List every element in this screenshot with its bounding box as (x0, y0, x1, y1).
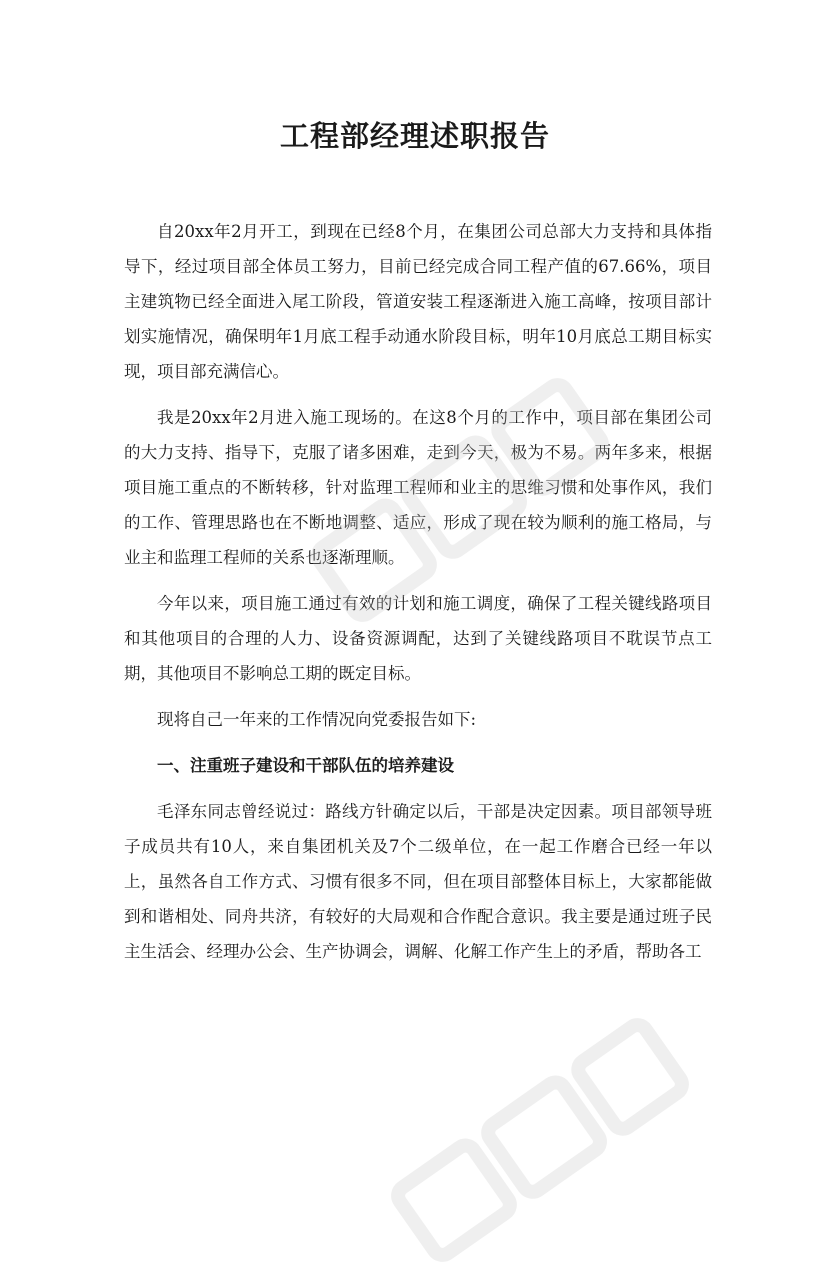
paragraph-1: 自20xx年2月开工，到现在已经8个月，在集团公司总部大力支持和具体指导下，经过项目部全体员工努力，目前已经完成合同工程产值的67.66%，项目主建筑物已经全面进入尾工阶段，管道安装工程逐渐进入施工高峰，按项目部计划实施情况，确保明年1月底工程手动通水阶段目标，明年10月底总工期目标实现，项目部充满信心。 (124, 222, 712, 381)
paragraph-2: 我是20xx年2月进入施工现场的。在这8个月的工作中，项目部在集团公司的大力支持、指导下，克服了诸多困难，走到今天，极为不易。两年多来，根据项目施工重点的不断转移，针对监理工程师和业主的思维习惯和处事作风，我们的工作、管理思路也在不断地调整、适应，形成了现在较为顺利的施工格局，与业主和监理工程师的关系也逐渐理顺。 (124, 408, 712, 567)
document-body (124, 214, 712, 980)
section-1-heading: 一、注重班子建设和干部队伍的培养建设 (157, 756, 454, 775)
paragraph-3: 今年以来，项目施工通过有效的计划和施工调度，确保了工程关键线路项目和其他项目的合理的人力、设备资源调配，达到了关键线路项目不耽误节点工期，其他项目不影响总工期的既定目标。 (124, 594, 712, 683)
document-title: 工程部经理述职报告 (279, 119, 550, 153)
watermark-graphic-bottom (375, 999, 706, 1281)
paragraph-4: 现将自己一年来的工作情况向党委报告如下: (157, 710, 477, 729)
section-1-paragraph: 毛泽东同志曾经说过：路线方针确定以后，干部是决定因素。项目部领导班子成员共有10人，来自集团机关及7个二级单位，在一起工作磨合已经一年以上，虽然各自工作方式、习惯有很多不同，但在项目部整体目标上，大家都能做到和谐相处、同舟共济，有较好的大局观和合作配合意识。我主要是通过班子民主生活会、经理办公会、生产协调会，调解、化解工作产生上的矛盾，帮助各工 (124, 802, 712, 961)
